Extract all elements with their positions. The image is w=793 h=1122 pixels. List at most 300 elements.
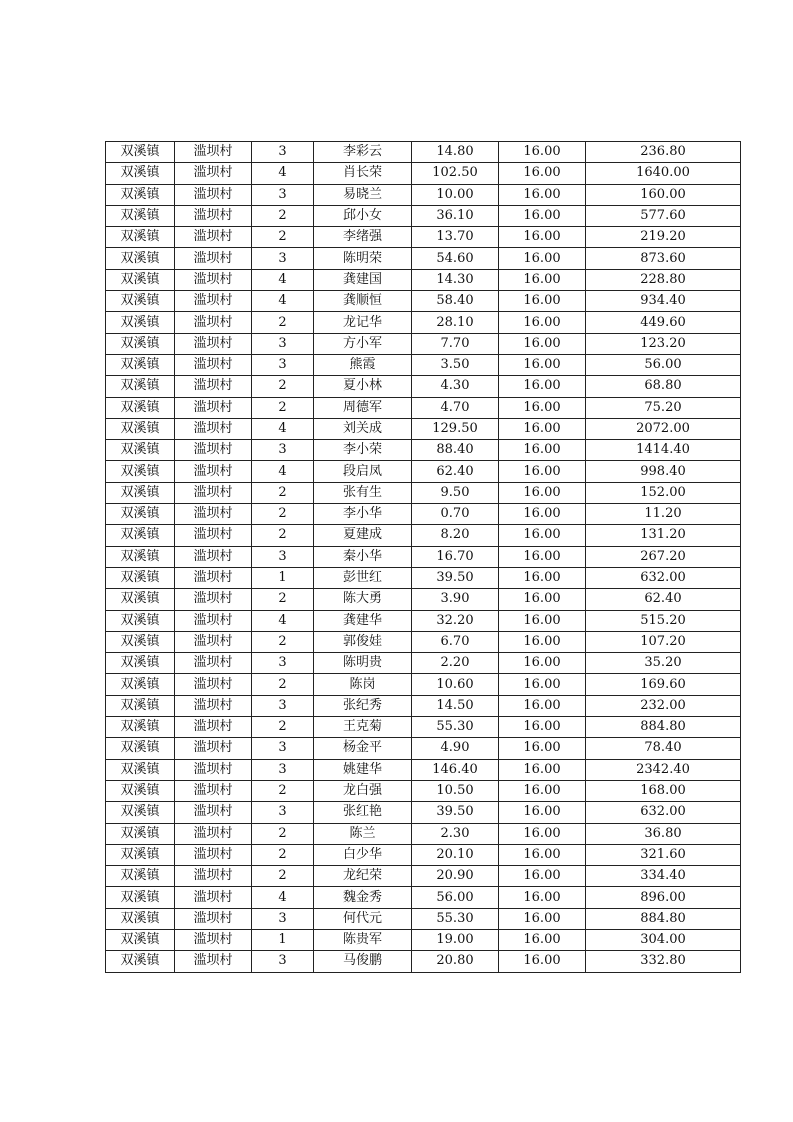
name-cell: 张有生 [314, 482, 412, 503]
amount-cell: 934.40 [586, 291, 741, 312]
amount-cell: 1414.40 [586, 440, 741, 461]
household-size-cell: 2 [252, 674, 314, 695]
village-cell: 滥坝村 [175, 397, 252, 418]
rate-cell: 16.00 [499, 354, 586, 375]
town-cell: 双溪镇 [106, 610, 175, 631]
amount-cell: 75.20 [586, 397, 741, 418]
household-size-cell: 2 [252, 823, 314, 844]
name-cell: 魏金秀 [314, 887, 412, 908]
area-cell: 58.40 [412, 291, 499, 312]
village-cell: 滥坝村 [175, 312, 252, 333]
rate-cell: 16.00 [499, 184, 586, 205]
town-cell: 双溪镇 [106, 376, 175, 397]
table-row [106, 291, 741, 312]
household-size-cell: 4 [252, 887, 314, 908]
table-row [106, 717, 741, 738]
area-cell: 129.50 [412, 418, 499, 439]
rate-cell: 16.00 [499, 333, 586, 354]
amount-cell: 632.00 [586, 567, 741, 588]
table-row [106, 929, 741, 950]
table-row [106, 184, 741, 205]
area-cell: 7.70 [412, 333, 499, 354]
area-cell: 62.40 [412, 461, 499, 482]
area-cell: 14.50 [412, 695, 499, 716]
village-cell: 滥坝村 [175, 354, 252, 375]
village-cell: 滥坝村 [175, 844, 252, 865]
household-size-cell: 2 [252, 376, 314, 397]
name-cell: 张纪秀 [314, 695, 412, 716]
area-cell: 8.20 [412, 525, 499, 546]
name-cell: 龙记华 [314, 312, 412, 333]
village-cell: 滥坝村 [175, 482, 252, 503]
amount-cell: 304.00 [586, 929, 741, 950]
area-cell: 0.70 [412, 504, 499, 525]
village-cell: 滥坝村 [175, 291, 252, 312]
amount-cell: 2072.00 [586, 418, 741, 439]
table-row [106, 525, 741, 546]
name-cell: 龙纪荣 [314, 866, 412, 887]
name-cell: 刘关成 [314, 418, 412, 439]
name-cell: 何代元 [314, 908, 412, 929]
name-cell: 龚建华 [314, 610, 412, 631]
amount-cell: 332.80 [586, 951, 741, 972]
table-row [106, 269, 741, 290]
name-cell: 杨金平 [314, 738, 412, 759]
rate-cell: 16.00 [499, 802, 586, 823]
town-cell: 双溪镇 [106, 951, 175, 972]
name-cell: 夏小林 [314, 376, 412, 397]
rate-cell: 16.00 [499, 631, 586, 652]
rate-cell: 16.00 [499, 844, 586, 865]
area-cell: 88.40 [412, 440, 499, 461]
household-size-cell: 3 [252, 759, 314, 780]
name-cell: 李彩云 [314, 142, 412, 163]
name-cell: 陈岗 [314, 674, 412, 695]
household-size-cell: 2 [252, 780, 314, 801]
village-cell: 滥坝村 [175, 887, 252, 908]
household-size-cell: 2 [252, 482, 314, 503]
household-size-cell: 2 [252, 227, 314, 248]
area-cell: 9.50 [412, 482, 499, 503]
name-cell: 陈明贵 [314, 653, 412, 674]
village-cell: 滥坝村 [175, 269, 252, 290]
amount-cell: 884.80 [586, 908, 741, 929]
rate-cell: 16.00 [499, 418, 586, 439]
village-cell: 滥坝村 [175, 780, 252, 801]
area-cell: 19.00 [412, 929, 499, 950]
village-cell: 滥坝村 [175, 440, 252, 461]
rate-cell: 16.00 [499, 780, 586, 801]
village-cell: 滥坝村 [175, 951, 252, 972]
household-size-cell: 3 [252, 248, 314, 269]
town-cell: 双溪镇 [106, 653, 175, 674]
area-cell: 2.30 [412, 823, 499, 844]
table-row [106, 504, 741, 525]
area-cell: 4.30 [412, 376, 499, 397]
household-size-cell: 4 [252, 610, 314, 631]
amount-cell: 219.20 [586, 227, 741, 248]
amount-cell: 11.20 [586, 504, 741, 525]
name-cell: 陈大勇 [314, 589, 412, 610]
household-size-cell: 2 [252, 866, 314, 887]
table-row [106, 546, 741, 567]
village-cell: 滥坝村 [175, 802, 252, 823]
area-cell: 4.70 [412, 397, 499, 418]
household-size-cell: 4 [252, 269, 314, 290]
amount-cell: 632.00 [586, 802, 741, 823]
village-cell: 滥坝村 [175, 908, 252, 929]
table-row [106, 674, 741, 695]
amount-cell: 334.40 [586, 866, 741, 887]
amount-cell: 515.20 [586, 610, 741, 631]
area-cell: 10.00 [412, 184, 499, 205]
town-cell: 双溪镇 [106, 738, 175, 759]
area-cell: 102.50 [412, 163, 499, 184]
town-cell: 双溪镇 [106, 205, 175, 226]
table-row [106, 482, 741, 503]
area-cell: 20.10 [412, 844, 499, 865]
table-row [106, 461, 741, 482]
village-cell: 滥坝村 [175, 205, 252, 226]
area-cell: 28.10 [412, 312, 499, 333]
town-cell: 双溪镇 [106, 844, 175, 865]
amount-cell: 131.20 [586, 525, 741, 546]
town-cell: 双溪镇 [106, 184, 175, 205]
village-cell: 滥坝村 [175, 717, 252, 738]
table-row [106, 653, 741, 674]
table-row [106, 589, 741, 610]
household-size-cell: 3 [252, 738, 314, 759]
town-cell: 双溪镇 [106, 823, 175, 844]
town-cell: 双溪镇 [106, 929, 175, 950]
household-size-cell: 2 [252, 397, 314, 418]
amount-cell: 56.00 [586, 354, 741, 375]
amount-cell: 107.20 [586, 631, 741, 652]
rate-cell: 16.00 [499, 248, 586, 269]
table-row [106, 887, 741, 908]
household-size-cell: 4 [252, 163, 314, 184]
rate-cell: 16.00 [499, 717, 586, 738]
rate-cell: 16.00 [499, 482, 586, 503]
town-cell: 双溪镇 [106, 163, 175, 184]
town-cell: 双溪镇 [106, 780, 175, 801]
rate-cell: 16.00 [499, 738, 586, 759]
name-cell: 秦小华 [314, 546, 412, 567]
village-cell: 滥坝村 [175, 418, 252, 439]
town-cell: 双溪镇 [106, 354, 175, 375]
household-size-cell: 1 [252, 929, 314, 950]
table-row [106, 142, 741, 163]
household-size-cell: 2 [252, 589, 314, 610]
rate-cell: 16.00 [499, 163, 586, 184]
table-row [106, 823, 741, 844]
rate-cell: 16.00 [499, 866, 586, 887]
rate-cell: 16.00 [499, 908, 586, 929]
household-size-cell: 3 [252, 142, 314, 163]
area-cell: 20.90 [412, 866, 499, 887]
table-row [106, 908, 741, 929]
amount-cell: 236.80 [586, 142, 741, 163]
table-row [106, 695, 741, 716]
village-cell: 滥坝村 [175, 823, 252, 844]
village-cell: 滥坝村 [175, 589, 252, 610]
amount-cell: 168.00 [586, 780, 741, 801]
amount-cell: 577.60 [586, 205, 741, 226]
town-cell: 双溪镇 [106, 269, 175, 290]
area-cell: 10.60 [412, 674, 499, 695]
rate-cell: 16.00 [499, 205, 586, 226]
rate-cell: 16.00 [499, 929, 586, 950]
village-cell: 滥坝村 [175, 695, 252, 716]
rate-cell: 16.00 [499, 142, 586, 163]
area-cell: 20.80 [412, 951, 499, 972]
area-cell: 39.50 [412, 802, 499, 823]
amount-cell: 152.00 [586, 482, 741, 503]
town-cell: 双溪镇 [106, 248, 175, 269]
amount-cell: 169.60 [586, 674, 741, 695]
amount-cell: 36.80 [586, 823, 741, 844]
area-cell: 2.20 [412, 653, 499, 674]
table-row [106, 354, 741, 375]
town-cell: 双溪镇 [106, 333, 175, 354]
table-row [106, 610, 741, 631]
area-cell: 146.40 [412, 759, 499, 780]
rate-cell: 16.00 [499, 461, 586, 482]
table-row [106, 844, 741, 865]
household-size-cell: 2 [252, 525, 314, 546]
town-cell: 双溪镇 [106, 142, 175, 163]
town-cell: 双溪镇 [106, 802, 175, 823]
name-cell: 李绪强 [314, 227, 412, 248]
rate-cell: 16.00 [499, 440, 586, 461]
household-size-cell: 2 [252, 717, 314, 738]
table-row [106, 312, 741, 333]
household-size-cell: 2 [252, 631, 314, 652]
village-cell: 滥坝村 [175, 248, 252, 269]
rate-cell: 16.00 [499, 610, 586, 631]
amount-cell: 2342.40 [586, 759, 741, 780]
name-cell: 夏建成 [314, 525, 412, 546]
rate-cell: 16.00 [499, 312, 586, 333]
village-cell: 滥坝村 [175, 163, 252, 184]
town-cell: 双溪镇 [106, 291, 175, 312]
rate-cell: 16.00 [499, 695, 586, 716]
amount-cell: 449.60 [586, 312, 741, 333]
table-row [106, 440, 741, 461]
village-cell: 滥坝村 [175, 376, 252, 397]
table-row [106, 567, 741, 588]
town-cell: 双溪镇 [106, 589, 175, 610]
name-cell: 李小华 [314, 504, 412, 525]
name-cell: 段启凤 [314, 461, 412, 482]
name-cell: 易晓兰 [314, 184, 412, 205]
name-cell: 王克菊 [314, 717, 412, 738]
village-cell: 滥坝村 [175, 142, 252, 163]
rate-cell: 16.00 [499, 823, 586, 844]
household-size-cell: 3 [252, 653, 314, 674]
household-size-cell: 4 [252, 461, 314, 482]
name-cell: 龚建国 [314, 269, 412, 290]
amount-cell: 78.40 [586, 738, 741, 759]
name-cell: 邱小女 [314, 205, 412, 226]
town-cell: 双溪镇 [106, 440, 175, 461]
rate-cell: 16.00 [499, 397, 586, 418]
rate-cell: 16.00 [499, 653, 586, 674]
name-cell: 李小荣 [314, 440, 412, 461]
amount-cell: 896.00 [586, 887, 741, 908]
rate-cell: 16.00 [499, 951, 586, 972]
name-cell: 龚顺恒 [314, 291, 412, 312]
town-cell: 双溪镇 [106, 461, 175, 482]
table-row [106, 759, 741, 780]
village-cell: 滥坝村 [175, 631, 252, 652]
area-cell: 54.60 [412, 248, 499, 269]
area-cell: 55.30 [412, 908, 499, 929]
amount-cell: 160.00 [586, 184, 741, 205]
amount-cell: 35.20 [586, 653, 741, 674]
town-cell: 双溪镇 [106, 525, 175, 546]
area-cell: 6.70 [412, 631, 499, 652]
rate-cell: 16.00 [499, 567, 586, 588]
rate-cell: 16.00 [499, 589, 586, 610]
table-row [106, 205, 741, 226]
village-cell: 滥坝村 [175, 525, 252, 546]
rate-cell: 16.00 [499, 759, 586, 780]
household-size-cell: 3 [252, 951, 314, 972]
town-cell: 双溪镇 [106, 866, 175, 887]
household-size-cell: 3 [252, 695, 314, 716]
table-row [106, 780, 741, 801]
household-size-cell: 3 [252, 440, 314, 461]
household-size-cell: 3 [252, 908, 314, 929]
area-cell: 14.30 [412, 269, 499, 290]
name-cell: 白少华 [314, 844, 412, 865]
town-cell: 双溪镇 [106, 674, 175, 695]
table-row [106, 738, 741, 759]
area-cell: 36.10 [412, 205, 499, 226]
name-cell: 肖长荣 [314, 163, 412, 184]
area-cell: 10.50 [412, 780, 499, 801]
town-cell: 双溪镇 [106, 717, 175, 738]
rate-cell: 16.00 [499, 887, 586, 908]
table-row [106, 248, 741, 269]
household-size-cell: 1 [252, 567, 314, 588]
household-size-cell: 3 [252, 333, 314, 354]
name-cell: 郭俊娃 [314, 631, 412, 652]
rate-cell: 16.00 [499, 504, 586, 525]
data-table [105, 141, 741, 973]
name-cell: 方小军 [314, 333, 412, 354]
town-cell: 双溪镇 [106, 631, 175, 652]
town-cell: 双溪镇 [106, 546, 175, 567]
area-cell: 13.70 [412, 227, 499, 248]
rate-cell: 16.00 [499, 269, 586, 290]
amount-cell: 884.80 [586, 717, 741, 738]
village-cell: 滥坝村 [175, 610, 252, 631]
amount-cell: 123.20 [586, 333, 741, 354]
amount-cell: 62.40 [586, 589, 741, 610]
village-cell: 滥坝村 [175, 546, 252, 567]
area-cell: 16.70 [412, 546, 499, 567]
table-row [106, 163, 741, 184]
amount-cell: 228.80 [586, 269, 741, 290]
rate-cell: 16.00 [499, 376, 586, 397]
area-cell: 14.80 [412, 142, 499, 163]
town-cell: 双溪镇 [106, 312, 175, 333]
name-cell: 陈贵军 [314, 929, 412, 950]
table-row [106, 418, 741, 439]
town-cell: 双溪镇 [106, 887, 175, 908]
village-cell: 滥坝村 [175, 866, 252, 887]
village-cell: 滥坝村 [175, 461, 252, 482]
village-cell: 滥坝村 [175, 738, 252, 759]
household-size-cell: 2 [252, 205, 314, 226]
name-cell: 陈明荣 [314, 248, 412, 269]
town-cell: 双溪镇 [106, 908, 175, 929]
town-cell: 双溪镇 [106, 418, 175, 439]
town-cell: 双溪镇 [106, 759, 175, 780]
table-row [106, 333, 741, 354]
table-row [106, 951, 741, 972]
town-cell: 双溪镇 [106, 397, 175, 418]
household-size-cell: 3 [252, 184, 314, 205]
area-cell: 3.90 [412, 589, 499, 610]
village-cell: 滥坝村 [175, 567, 252, 588]
household-size-cell: 4 [252, 418, 314, 439]
table-row [106, 866, 741, 887]
table-row [106, 227, 741, 248]
town-cell: 双溪镇 [106, 567, 175, 588]
amount-cell: 998.40 [586, 461, 741, 482]
area-cell: 4.90 [412, 738, 499, 759]
rate-cell: 16.00 [499, 525, 586, 546]
village-cell: 滥坝村 [175, 504, 252, 525]
household-size-cell: 3 [252, 354, 314, 375]
household-size-cell: 2 [252, 312, 314, 333]
household-size-cell: 2 [252, 504, 314, 525]
town-cell: 双溪镇 [106, 482, 175, 503]
name-cell: 张红艳 [314, 802, 412, 823]
household-size-cell: 4 [252, 291, 314, 312]
amount-cell: 873.60 [586, 248, 741, 269]
rate-cell: 16.00 [499, 546, 586, 567]
amount-cell: 1640.00 [586, 163, 741, 184]
amount-cell: 321.60 [586, 844, 741, 865]
table-row [106, 397, 741, 418]
amount-cell: 232.00 [586, 695, 741, 716]
village-cell: 滥坝村 [175, 759, 252, 780]
table-row [106, 631, 741, 652]
table-row [106, 802, 741, 823]
village-cell: 滥坝村 [175, 674, 252, 695]
area-cell: 55.30 [412, 717, 499, 738]
name-cell: 周德军 [314, 397, 412, 418]
name-cell: 龙白强 [314, 780, 412, 801]
town-cell: 双溪镇 [106, 504, 175, 525]
area-cell: 56.00 [412, 887, 499, 908]
name-cell: 陈兰 [314, 823, 412, 844]
table-body [106, 142, 741, 973]
area-cell: 32.20 [412, 610, 499, 631]
table-row [106, 376, 741, 397]
village-cell: 滥坝村 [175, 333, 252, 354]
household-size-cell: 2 [252, 844, 314, 865]
village-cell: 滥坝村 [175, 227, 252, 248]
village-cell: 滥坝村 [175, 929, 252, 950]
town-cell: 双溪镇 [106, 695, 175, 716]
amount-cell: 267.20 [586, 546, 741, 567]
amount-cell: 68.80 [586, 376, 741, 397]
